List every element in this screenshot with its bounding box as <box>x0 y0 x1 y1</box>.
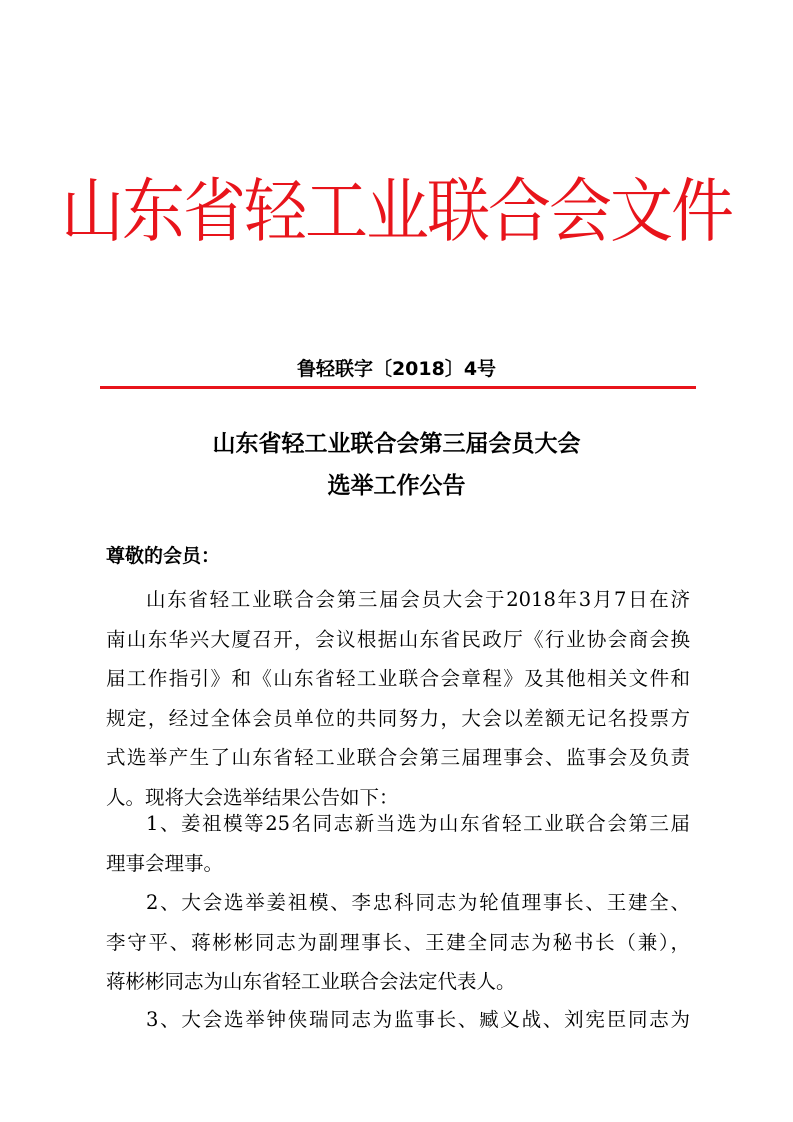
paragraph-item-2 <box>106 883 690 1002</box>
paragraph-line: 式选举产生了山东省轻工业联合会第三届理事会、监事会及负责 <box>106 746 690 770</box>
salutation: 尊敬的会员： <box>106 545 221 567</box>
paragraph-line: 规定，经过全体会员单位的共同努力，大会以差额无记名投票方 <box>106 706 690 730</box>
paragraph-line: 蒋彬彬同志为山东省轻工业联合会法定代表人。 <box>106 970 516 994</box>
paragraph-line: 南山东华兴大厦召开，会议根据山东省民政厅《行业协会商会换 <box>106 627 690 651</box>
paragraph-line: 2、大会选举姜祖模、李忠科同志为轮值理事长、王建全、 <box>146 891 690 914</box>
paragraph-intro <box>106 580 690 818</box>
paragraph-line: 届工作指引》和《山东省轻工业联合会章程》及其他相关文件和 <box>106 667 690 691</box>
announcement-title-line-2: 选举工作公告 <box>327 473 466 499</box>
paragraph-line: 山东省轻工业联合会第三届会员大会于2018年3月7日在济 <box>146 588 690 611</box>
paragraph-item-3 <box>106 1000 690 1040</box>
paragraph-line: 人。现将大会选举结果公告如下： <box>106 785 399 809</box>
red-divider-rule <box>100 386 696 389</box>
paragraph-line: 3、大会选举钟侠瑞同志为监事长、臧义战、刘宪臣同志为 <box>146 1008 690 1031</box>
document-number: 鲁轻联字〔2018〕4号 <box>296 358 497 380</box>
paragraph-item-1 <box>106 804 690 883</box>
paragraph-line: 1、姜祖模等25名同志新当选为山东省轻工业联合会第三届 <box>146 812 690 835</box>
paragraph-line: 理事会理事。 <box>106 851 224 875</box>
announcement-title-line-1: 山东省轻工业联合会第三届会员大会 <box>212 431 581 457</box>
masthead-title: 山东省轻工业联合会文件 <box>61 171 732 252</box>
paragraph-line: 李守平、蒋彬彬同志为副理事长、王建全同志为秘书长（兼）， <box>106 930 690 954</box>
